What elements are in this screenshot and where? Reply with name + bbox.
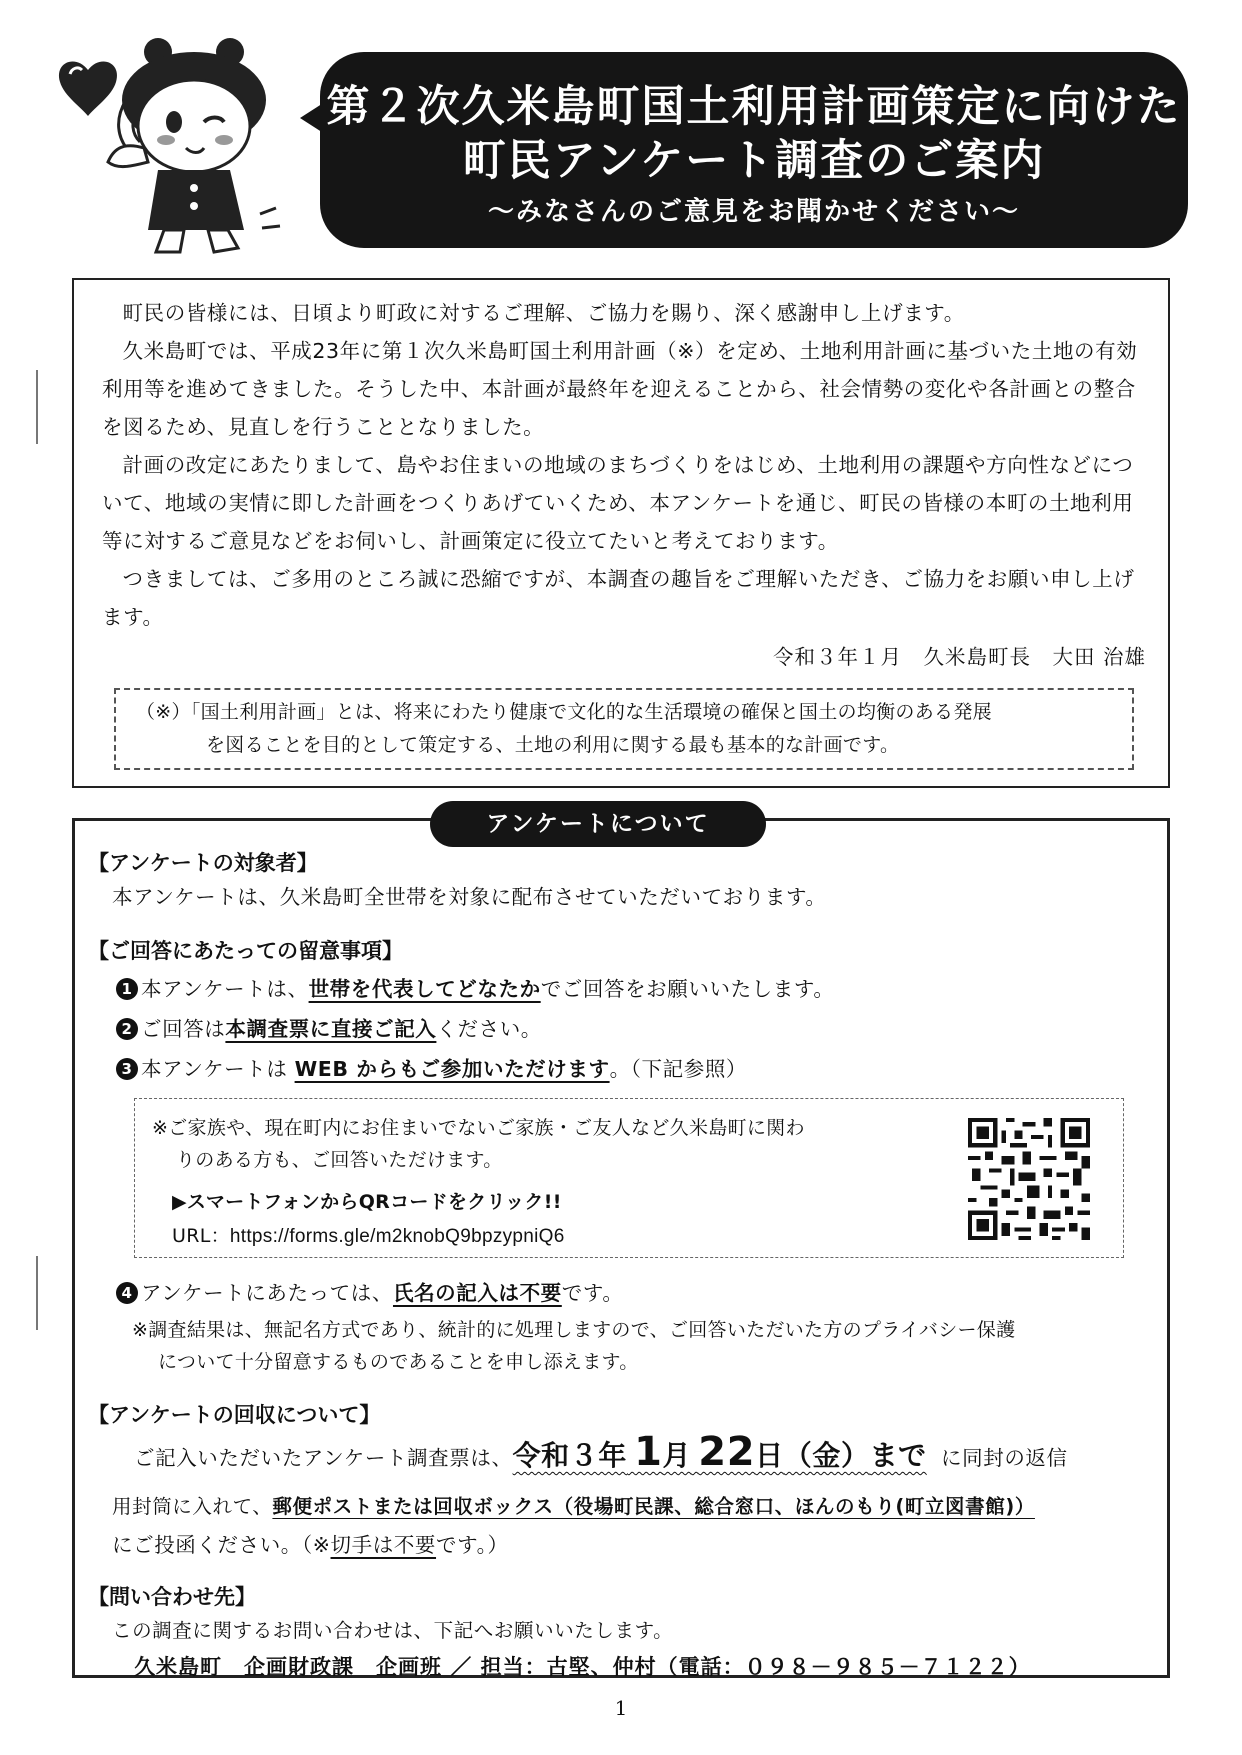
collection-text: ご記入いただいたアンケート調査票は、 <box>134 1446 513 1470</box>
heart-icon <box>59 61 117 116</box>
privacy-note-line: ※調査結果は、無記名方式であり、統計的に処理しますので、ご回答いただいた方のプライバシー保護 <box>132 1319 1016 1341</box>
note-text: でご回答をお願いいたします。 <box>540 977 835 1001</box>
contact-text: この調査に関するお問い合わせは、下記へお願いいたします。 <box>112 1619 674 1642</box>
number-badge: 1 <box>116 978 138 1000</box>
note-emphasis: 世帯を代表してどなたか <box>308 977 541 1001</box>
target-heading: 【アンケートの対象者】 <box>88 851 318 875</box>
note-text: です。 <box>561 1281 624 1305</box>
contact-heading: 【問い合わせ先】 <box>88 1585 256 1609</box>
note-emphasis: WEB からもご参加いただけます <box>294 1057 610 1081</box>
web-note-line: りのある方も、ご回答いただけます。 <box>176 1149 503 1171</box>
collection-text: です。） <box>436 1533 509 1557</box>
url-label: URL： <box>172 1225 230 1247</box>
note-emphasis: 氏名の記入は不要 <box>392 1281 562 1305</box>
collection-line-2 <box>112 1490 1035 1524</box>
page-subtitle: ～みなさんのご意見をお聞かせください～ <box>487 197 1020 227</box>
collection-text: にご投函ください。（※ <box>112 1533 331 1557</box>
greeting-paragraph: 町民の皆様には、日頃より町政に対するご理解、ご協力を賜り、深く感謝申し上げます。 <box>122 301 965 325</box>
number-badge: 3 <box>116 1058 138 1080</box>
survey-section-title: アンケートについて <box>430 801 766 847</box>
binding-mark <box>36 370 38 444</box>
collection-text: に同封の返信 <box>941 1446 1068 1470</box>
deadline-era: 令和３年 <box>512 1439 627 1472</box>
note-text: アンケートにあたっては、 <box>141 1281 393 1305</box>
number-badge: 4 <box>116 1282 138 1304</box>
collection-emphasis: 郵便ポストまたは回収ボックス（役場町民課、総合窓口、ほんのもり(町立図書館)） <box>272 1495 1035 1518</box>
web-note-line: ※ご家族や、現在町内にお住まいでないご家族・ご友人など久米島町に関わ <box>152 1117 805 1139</box>
deadline-day: 22 <box>698 1429 756 1475</box>
note-text: 本アンケートは <box>141 1057 295 1081</box>
target-text: 本アンケートは、久米島町全世帯を対象に配布させていただいております。 <box>112 885 827 909</box>
collection-line-1 <box>134 1429 1164 1482</box>
notes-heading: 【ご回答にあたっての留意事項】 <box>88 939 403 963</box>
mascot-illustration <box>48 30 308 260</box>
page-title-line1: 第２次久米島町国土利用計画策定に向けた <box>326 82 1182 132</box>
page-title-line2: 町民アンケート調査のご案内 <box>462 136 1046 186</box>
contact-details: 久米島町 企画財政課 企画班 ／ 担当：古堅、仲村（電話：０９８－９８５－７１２２） <box>134 1655 1031 1679</box>
collection-text: 用封筒に入れて、 <box>112 1495 273 1518</box>
title-banner <box>320 52 1188 248</box>
url-row <box>172 1220 565 1253</box>
page-number: 1 <box>614 1696 628 1720</box>
note-text: 。（下記参照） <box>609 1057 748 1081</box>
collection-heading: 【アンケートの回収について】 <box>88 1403 381 1427</box>
definition-note-line: を図ることを目的として策定する、土地の利用に関する最も基本的な計画です。 <box>206 734 900 756</box>
note-item-1 <box>116 972 834 1006</box>
greeting-paragraph: 久米島町では、平成23年に第１次久米島町国土利用計画（※）を定め、土地利用計画に基づいた土地の有効利用等を進めてきました。そうした中、本計画が最終年を迎えることから、社会情勢の変化や各計画との整合を図るため、見直しを行うこととなりました。 <box>102 339 1138 439</box>
deadline-until: まで <box>869 1439 927 1472</box>
deadline-day-unit: 日 <box>755 1439 784 1472</box>
deadline-month-unit: 月 <box>662 1439 692 1472</box>
collection-line-3 <box>112 1528 509 1562</box>
note-item-2 <box>116 1012 542 1046</box>
note-emphasis: 本調査票に直接ご記入 <box>225 1017 437 1041</box>
greeting-paragraph: つきましては、ご多用のところ誠に恐縮ですが、本調査の趣旨をご理解いただき、ご協力をお願い申し上げます。 <box>102 567 1135 629</box>
deadline-month: 1 <box>634 1429 663 1475</box>
greeting-box <box>72 278 1170 788</box>
collection-emphasis: 切手は不要 <box>330 1533 437 1557</box>
qr-instruction: ▶スマートフォンからQRコードをクリック!! <box>172 1191 562 1213</box>
binding-mark <box>36 1256 38 1330</box>
survey-url-link[interactable]: https://forms.gle/m2knobQ9bpzypniQ6 <box>229 1226 565 1247</box>
deadline <box>512 1429 927 1475</box>
privacy-note-line: について十分留意するものであることを申し添えます。 <box>158 1351 639 1373</box>
number-badge: 2 <box>116 1018 138 1040</box>
greeting-paragraph: 計画の改定にあたりまして、島やお住まいの地域のまちづくりをはじめ、土地利用の課題や方向性などについて、地域の実情に即した計画をつくりあげていくため、本アンケートを通じ、町民の皆様の本町の土地利用等に対するご意見などをお伺いし、計画策定に役立てたいと考えております。 <box>102 453 1134 553</box>
note-text: ご回答は <box>141 1017 226 1041</box>
note-text: ください。 <box>436 1017 542 1041</box>
note-item-4 <box>116 1276 623 1310</box>
definition-note <box>114 688 1134 770</box>
deadline-weekday: （金） <box>783 1439 870 1472</box>
qr-code-icon[interactable] <box>968 1118 1090 1240</box>
note-item-3 <box>116 1052 747 1086</box>
signature: 令和３年１月 久米島町長 大田 治雄 <box>772 645 1146 669</box>
note-text: 本アンケートは、 <box>141 977 309 1001</box>
definition-note-line: （※）「国土利用計画」とは、将来にわたり健康で文化的な生活環境の確保と国土の均衡のある発展 <box>136 701 992 723</box>
